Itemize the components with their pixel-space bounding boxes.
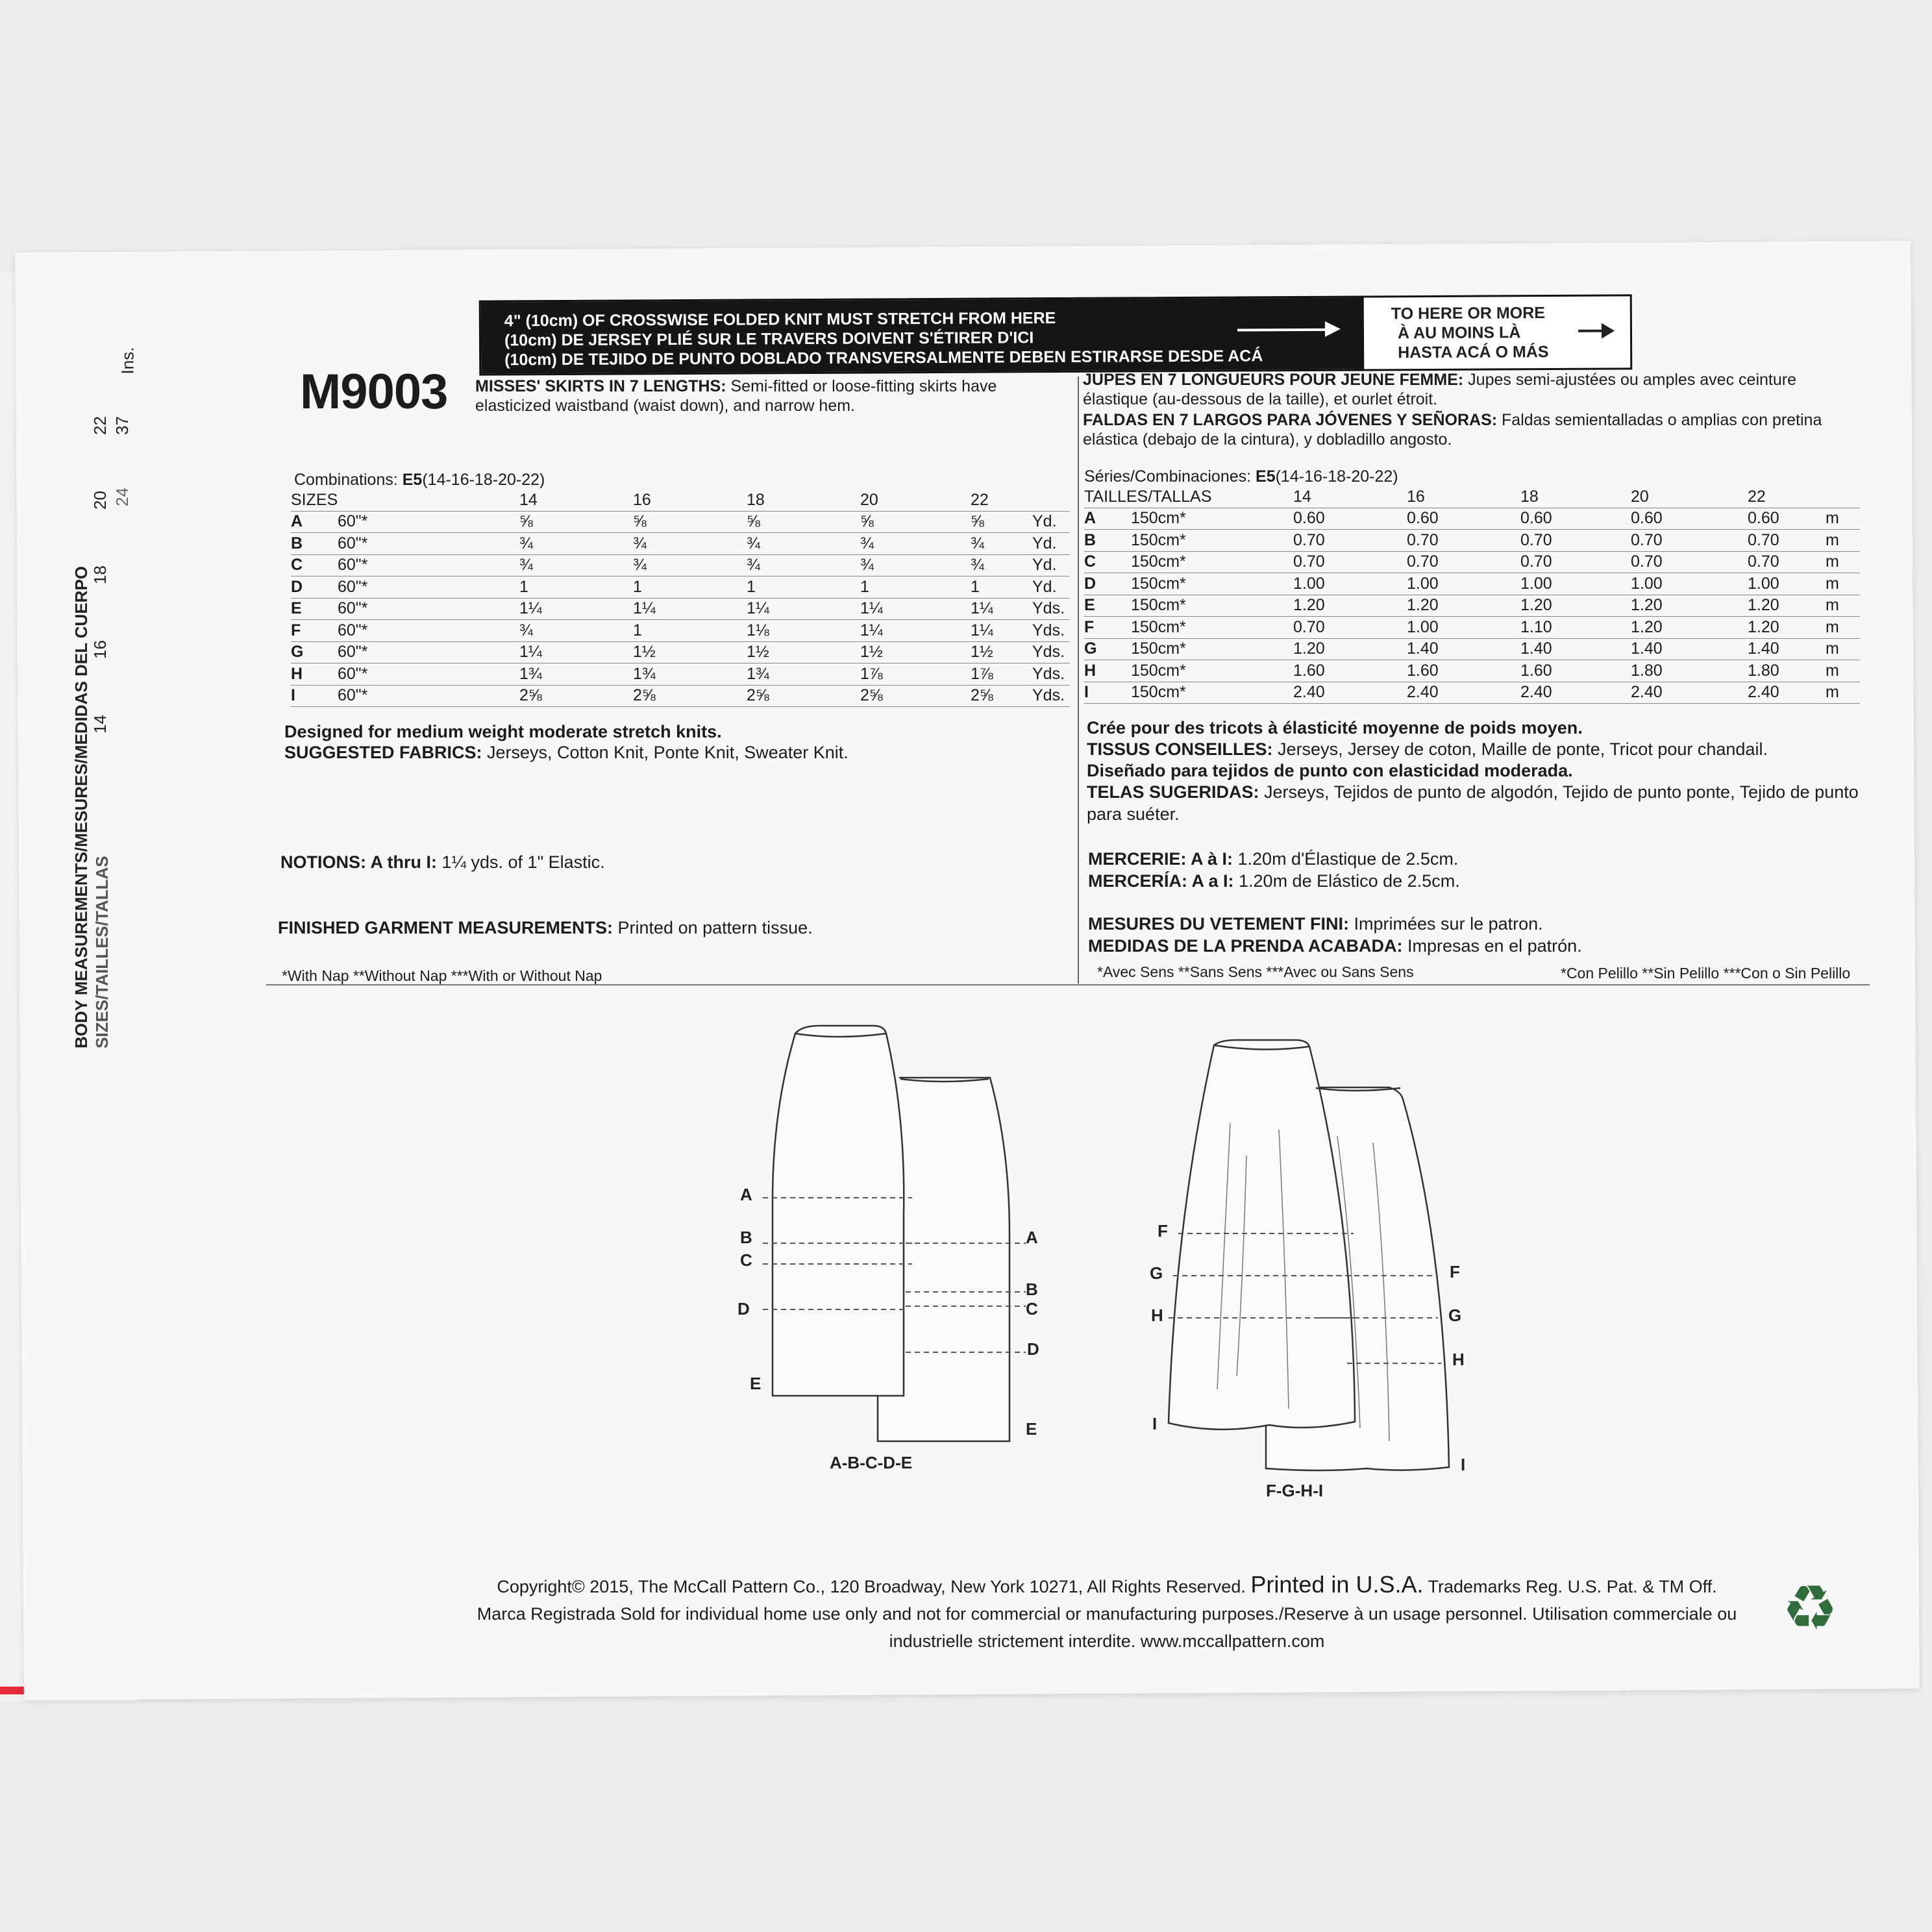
yardage-value: 0.70 xyxy=(1631,551,1748,573)
fabric-width: 150cm* xyxy=(1131,530,1293,552)
fr-nap-note: *Avec Sens **Sans Sens ***Avec ou Sans Sens xyxy=(1097,963,1414,980)
view-letter: C xyxy=(291,554,338,576)
size-col: 20 xyxy=(860,489,971,511)
french-description-text: Jupes semi-ajustées ou amples avec ceinture élastique (au-dessous de la taille), et ourlet étroit. xyxy=(1083,371,1796,408)
english-description-text: Semi-fitted or loose-fitting skirts have elasticized waistband (waist down), and narrow hem. xyxy=(475,377,997,415)
notions-label: NOTIONS: A thru I: xyxy=(280,852,437,872)
yardage-value: 1.00 xyxy=(1520,573,1631,595)
unit: m xyxy=(1826,595,1860,617)
table-row xyxy=(291,576,1070,599)
fabric-width: 150cm* xyxy=(1131,660,1293,682)
yardage-value: 1¼ xyxy=(971,598,1032,620)
size-col: 16 xyxy=(633,489,747,511)
yardage-value: ¾ xyxy=(519,554,633,576)
view-letter: H xyxy=(291,663,338,686)
yardage-value: ¾ xyxy=(971,533,1032,555)
printed-in-usa: Printed in U.S.A. xyxy=(1250,1571,1424,1598)
yardage-value: 1.00 xyxy=(1407,573,1520,595)
view-label: F xyxy=(1450,1262,1460,1282)
yardage-value: 1.40 xyxy=(1748,638,1826,660)
table-row xyxy=(291,620,1070,642)
french-bottom-rule xyxy=(1078,984,1870,985)
yardage-value: 0.60 xyxy=(1748,508,1826,530)
fr-fabrics-label: TISSUS CONSEILLES: xyxy=(1087,739,1273,759)
fabric-width: 150cm* xyxy=(1131,573,1293,595)
yardage-value: 2⅝ xyxy=(519,685,633,707)
view-letter: I xyxy=(1084,682,1131,704)
view-letter: B xyxy=(291,533,338,555)
yardage-value: ¾ xyxy=(519,620,633,642)
yardage-value: 2⅝ xyxy=(633,685,747,707)
table-row xyxy=(1084,660,1860,682)
yardage-value: 1½ xyxy=(860,641,971,663)
view-label: D xyxy=(1027,1339,1039,1359)
flap-partial-value: 37 xyxy=(112,416,132,435)
yardage-value: ⅝ xyxy=(633,511,747,533)
yardage-value: 1¼ xyxy=(519,598,633,620)
english-title: MISSES' SKIRTS IN 7 LENGTHS: xyxy=(475,377,726,395)
yardage-value: ⅝ xyxy=(971,511,1032,533)
table-row xyxy=(291,641,1070,663)
yardage-value: 0.60 xyxy=(1407,508,1520,530)
yardage-value: ¾ xyxy=(747,554,860,576)
yardage-value: 1.20 xyxy=(1293,638,1407,660)
column-divider xyxy=(1078,377,1079,984)
stretch-line-es: (10cm) DE TEJIDO DE PUNTO DOBLADO TRANSVERSALMENTE DEBEN ESTIRARSE DESDE ACÁ xyxy=(504,347,1263,369)
yardage-value: 1¾ xyxy=(519,663,633,686)
unit: Yds. xyxy=(1032,685,1070,707)
es-nap-note: *Con Pelillo **Sin Pelillo ***Con o Sin Pelillo xyxy=(1561,965,1851,982)
copyright-line-2: Marca Registrada Sold for individual home use only and not for commercial or manufacturing purposes./Reserve à un usage personnel. Utilisation commerciale ou xyxy=(477,1604,1737,1624)
table-row xyxy=(1084,638,1860,660)
view-label: G xyxy=(1150,1263,1163,1283)
yardage-value: ¾ xyxy=(860,533,971,555)
fabric-width: 150cm* xyxy=(1131,551,1293,573)
yardage-value: 1.10 xyxy=(1520,617,1631,639)
stretch-line-fr: (10cm) DE JERSEY PLIÉ SUR LE TRAVERS DOIVENT S'ÉTIRER D'ICI xyxy=(504,328,1034,350)
fr-finished xyxy=(1088,913,1543,935)
view-letter: G xyxy=(1084,638,1131,660)
es-notions xyxy=(1088,870,1460,892)
table-header-row xyxy=(291,489,1070,511)
view-label: E xyxy=(750,1374,762,1393)
view-letter: E xyxy=(1084,595,1131,617)
unit: m xyxy=(1826,530,1860,552)
spanish-title: FALDAS EN 7 LARGOS PARA JÓVENES Y SEÑORAS: xyxy=(1083,411,1498,429)
view-letter: D xyxy=(291,576,338,599)
yardage-value: 2.40 xyxy=(1407,682,1520,704)
end-arrow-icon xyxy=(1578,330,1604,332)
fabrics-label: SUGGESTED FABRICS: xyxy=(284,743,482,762)
copyright-text: Copyright© 2015, The McCall Pattern Co., 120 Broadway, New York 10271, All Rights Reserved. xyxy=(497,1577,1246,1596)
metric-yardage-table xyxy=(1084,486,1860,704)
finished-text: Printed on pattern tissue. xyxy=(613,918,813,937)
yardage-value: 1½ xyxy=(971,641,1032,663)
sizes-subtitle: SIZES/TAILLES/TALLAS xyxy=(92,856,112,1048)
combinations-label: Séries/Combinaciones: xyxy=(1084,467,1256,486)
fr-fabrics xyxy=(1087,738,1768,760)
flap-partial-value: 24 xyxy=(112,488,132,506)
suggested-fabrics xyxy=(284,741,848,763)
fr-finished-label: MESURES DU VETEMENT FINI: xyxy=(1088,914,1350,934)
yardage-value: 1¼ xyxy=(633,598,747,620)
es-finished-text: Impresas en el patrón. xyxy=(1402,936,1582,956)
finished-measurements xyxy=(278,917,813,939)
fabric-width: 60"* xyxy=(338,685,519,707)
trademarks-text: Trademarks Reg. U.S. Pat. & TM Off. xyxy=(1428,1577,1717,1596)
combinations-label: Combinations: xyxy=(294,471,402,489)
table-row xyxy=(291,663,1070,686)
yardage-value: 2.40 xyxy=(1293,682,1407,704)
yardage-value: ¾ xyxy=(860,554,971,576)
unit: Yd. xyxy=(1032,576,1070,599)
view-letter: A xyxy=(291,511,338,533)
view-letter: I xyxy=(291,685,338,707)
combination-code: E5 xyxy=(1256,467,1276,486)
view-label: G xyxy=(1448,1306,1462,1325)
unit: m xyxy=(1826,682,1860,704)
yardage-value: 1.20 xyxy=(1631,595,1748,617)
view-label: I xyxy=(1461,1455,1466,1474)
size-col: 16 xyxy=(1407,486,1520,508)
yardage-value: 0.70 xyxy=(1293,551,1407,573)
unit: Yd. xyxy=(1032,511,1070,533)
yardage-value: 1.20 xyxy=(1748,617,1826,639)
unit: Yds. xyxy=(1032,598,1070,620)
yardage-value: 1.20 xyxy=(1293,595,1407,617)
flap-size: 20 xyxy=(90,491,110,510)
combination-sizes: (14-16-18-20-22) xyxy=(422,471,545,489)
view-label: A xyxy=(1026,1228,1038,1247)
yardage-value: ⅝ xyxy=(519,511,633,533)
spanish-description-text: Faldas semientalladas o amplias con pretina elástica (debajo de la cintura), y dobladillo angosto. xyxy=(1083,411,1822,449)
es-designed: Diseñado para tejidos de punto con elasticidad moderada. xyxy=(1087,761,1573,780)
es-fabrics-label: TELAS SUGERIDAS: xyxy=(1087,782,1259,802)
size-col: 22 xyxy=(971,489,1032,511)
copyright-block xyxy=(448,1571,1766,1655)
size-col: 18 xyxy=(1520,486,1631,508)
table-row xyxy=(291,554,1070,576)
fr-notions-label: MERCERIE: A à I: xyxy=(1088,849,1233,869)
yardage-value: 0.60 xyxy=(1293,508,1407,530)
flared-skirts-illustration xyxy=(1139,1026,1477,1506)
unit: m xyxy=(1826,660,1860,682)
sizes-header: TAILLES/TALLAS xyxy=(1084,486,1293,508)
view-label: D xyxy=(737,1299,750,1319)
table-header-row xyxy=(1084,486,1860,508)
es-finished xyxy=(1088,935,1582,957)
size-col: 18 xyxy=(747,489,860,511)
yardage-value: 1.40 xyxy=(1631,638,1748,660)
yardage-value: 2.40 xyxy=(1520,682,1631,704)
yardage-value: 1¼ xyxy=(519,641,633,663)
table-row xyxy=(291,533,1070,555)
view-label: I xyxy=(1152,1414,1158,1433)
spanish-description xyxy=(1083,410,1855,449)
fabric-width: 150cm* xyxy=(1131,682,1293,704)
flap-size: 18 xyxy=(90,565,110,584)
view-label: F xyxy=(1158,1221,1168,1241)
yardage-value: ¾ xyxy=(747,533,860,555)
combination-sizes: (14-16-18-20-22) xyxy=(1275,467,1398,486)
body-measurements-title: BODY MEASUREMENTS/MESURES/MEDIDAS DEL CUERPO xyxy=(71,565,91,1048)
english-combinations xyxy=(294,471,545,489)
yardage-value: ⅝ xyxy=(860,511,971,533)
size-col: 14 xyxy=(1293,486,1407,508)
table-row xyxy=(1084,508,1860,530)
yardage-value: 1.00 xyxy=(1407,617,1520,639)
yardage-value: 1¼ xyxy=(747,598,860,620)
yardage-value: 1¼ xyxy=(971,620,1032,642)
view-label: B xyxy=(740,1228,752,1247)
yardage-value: 0.60 xyxy=(1520,508,1631,530)
yardage-value: 1½ xyxy=(633,641,747,663)
yardage-value: 0.60 xyxy=(1631,508,1748,530)
french-title: JUPES EN 7 LONGUEURS POUR JEUNE FEMME: xyxy=(1083,371,1464,389)
view-letter: E xyxy=(291,598,338,620)
fr-notions-text: 1.20m d'Élastique de 2.5cm. xyxy=(1233,849,1459,869)
view-label: C xyxy=(1026,1299,1038,1319)
size-col: 22 xyxy=(1748,486,1826,508)
yardage-value: 1⅞ xyxy=(860,663,971,686)
copyright-line-3: industrielle strictement interdite. www.mccallpattern.com xyxy=(889,1631,1325,1651)
fr-fabrics-text: Jerseys, Jersey de coton, Maille de ponte, Tricot pour chandail. xyxy=(1272,739,1768,759)
yardage-value: 2.40 xyxy=(1748,682,1826,704)
table-row xyxy=(1084,530,1860,552)
unit: Yd. xyxy=(1032,533,1070,555)
yardage-value: 0.70 xyxy=(1631,530,1748,552)
yardage-value: ¾ xyxy=(633,554,747,576)
yardage-value: 2⅝ xyxy=(860,685,971,707)
stretch-end-en: TO HERE OR MORE xyxy=(1391,304,1545,323)
french-combinations xyxy=(1084,467,1398,486)
yardage-value: 1 xyxy=(519,576,633,599)
fabric-width: 60"* xyxy=(338,554,519,576)
stretch-line-en: 4" (10cm) OF CROSSWISE FOLDED KNIT MUST STRETCH FROM HERE xyxy=(504,308,1056,330)
yardage-value: 1 xyxy=(633,576,747,599)
table-row xyxy=(1084,595,1860,617)
sizes-header: SIZES xyxy=(291,489,519,511)
english-table-body xyxy=(291,511,1070,707)
finished-label: FINISHED GARMENT MEASUREMENTS: xyxy=(278,918,613,937)
yardage-value: 1.40 xyxy=(1520,638,1631,660)
yardage-value: 1.80 xyxy=(1631,660,1748,682)
yardage-value: 1¼ xyxy=(860,598,971,620)
view-letter: H xyxy=(1084,660,1131,682)
yardage-value: 1.80 xyxy=(1748,660,1826,682)
table-row xyxy=(291,685,1070,707)
fitted-skirts-illustration xyxy=(714,1019,1078,1487)
es-finished-label: MEDIDAS DE LA PRENDA ACABADA: xyxy=(1088,936,1403,956)
stretch-gauge-end xyxy=(1364,296,1631,369)
right-caption: F-G-H-I xyxy=(1266,1481,1324,1500)
fr-designed: Crée pour des tricots à élasticité moyenne de poids moyen. xyxy=(1087,718,1583,737)
yardage-value: 0.70 xyxy=(1748,530,1826,552)
view-label: H xyxy=(1151,1306,1163,1325)
recycle-icon: ♻ xyxy=(1782,1574,1839,1643)
metric-table-body xyxy=(1084,508,1860,704)
flap-size: 16 xyxy=(90,640,110,659)
view-label: B xyxy=(1026,1280,1038,1299)
yardage-value: 2.40 xyxy=(1631,682,1748,704)
front-view-skirt xyxy=(773,1026,904,1396)
view-letter: F xyxy=(1084,617,1131,639)
yardage-value: 0.70 xyxy=(1407,530,1520,552)
fabric-width: 150cm* xyxy=(1131,638,1293,660)
unit: Yds. xyxy=(1032,641,1070,663)
fabric-width: 150cm* xyxy=(1131,595,1293,617)
yardage-value: 0.70 xyxy=(1520,551,1631,573)
designed-for: Designed for medium weight moderate stretch knits. xyxy=(284,722,722,741)
es-notions-text: 1.20m de Elástico de 2.5cm. xyxy=(1233,871,1460,891)
yardage-value: 1⅛ xyxy=(747,620,860,642)
french-description xyxy=(1083,370,1855,409)
yardage-value: 0.70 xyxy=(1293,530,1407,552)
view-letter: A xyxy=(1084,508,1131,530)
yardage-value: 1 xyxy=(860,576,971,599)
arrow-head-icon xyxy=(1325,321,1341,337)
fr-finished-text: Imprimées sur le patron. xyxy=(1349,914,1543,934)
fabric-width: 60"* xyxy=(338,576,519,599)
english-yardage-table xyxy=(291,489,1070,707)
fabric-width: 150cm* xyxy=(1131,508,1293,530)
yardage-value: 0.70 xyxy=(1520,530,1631,552)
fabric-width: 60"* xyxy=(338,641,519,663)
fabric-width: 60"* xyxy=(338,598,519,620)
unit: m xyxy=(1826,508,1860,530)
yardage-value: 1⅞ xyxy=(971,663,1032,686)
end-arrow-head-icon xyxy=(1602,323,1615,338)
notions-text: 1¼ yds. of 1" Elastic. xyxy=(436,852,605,872)
english-description xyxy=(475,377,1072,415)
table-row xyxy=(1084,573,1860,595)
yardage-value: 1.20 xyxy=(1407,595,1520,617)
table-row xyxy=(291,598,1070,620)
pattern-number: M9003 xyxy=(300,364,448,419)
yardage-value: 2⅝ xyxy=(747,685,860,707)
stretch-end-es: HASTA ACÁ O MÁS xyxy=(1398,343,1549,362)
fabric-width: 60"* xyxy=(338,511,519,533)
unit: m xyxy=(1826,551,1860,573)
view-label: H xyxy=(1452,1350,1465,1369)
yardage-value: 1.60 xyxy=(1407,660,1520,682)
unit: Yds. xyxy=(1032,663,1070,686)
yardage-value: 1 xyxy=(633,620,747,642)
view-letter: C xyxy=(1084,551,1131,573)
left-caption: A-B-C-D-E xyxy=(830,1453,913,1472)
view-letter: D xyxy=(1084,573,1131,595)
yardage-value: 1.00 xyxy=(1293,573,1407,595)
yardage-value: 1.20 xyxy=(1631,617,1748,639)
yardage-value: ¾ xyxy=(971,554,1032,576)
view-letter: G xyxy=(291,641,338,663)
yardage-value: ¾ xyxy=(633,533,747,555)
combination-code: E5 xyxy=(402,471,423,489)
es-fabrics xyxy=(1087,781,1872,825)
size-col: 20 xyxy=(1631,486,1748,508)
yardage-value: 1.20 xyxy=(1748,595,1826,617)
table-row xyxy=(1084,617,1860,639)
yardage-value: 1¾ xyxy=(747,663,860,686)
fabrics-text: Jerseys, Cotton Knit, Ponte Knit, Sweater Knit. xyxy=(482,743,848,762)
yardage-value: 1½ xyxy=(747,641,860,663)
table-row xyxy=(291,511,1070,533)
view-label: C xyxy=(740,1250,752,1270)
yardage-value: 1.60 xyxy=(1520,660,1631,682)
yardage-value: ⅝ xyxy=(747,511,860,533)
yardage-value: 1¼ xyxy=(860,620,971,642)
unit: m xyxy=(1826,638,1860,660)
yardage-value: 0.70 xyxy=(1748,551,1826,573)
fr-notions xyxy=(1088,848,1458,870)
yardage-value: 1.00 xyxy=(1631,573,1748,595)
unit: Yd. xyxy=(1032,554,1070,576)
unit: Yds. xyxy=(1032,620,1070,642)
unit: m xyxy=(1826,617,1860,639)
yardage-value: 1 xyxy=(971,576,1032,599)
unit: m xyxy=(1826,573,1860,595)
yardage-value: ¾ xyxy=(519,533,633,555)
yardage-value: 1¾ xyxy=(633,663,747,686)
fabric-width: 60"* xyxy=(338,620,519,642)
table-row xyxy=(1084,551,1860,573)
yardage-value: 1.40 xyxy=(1407,638,1520,660)
yardage-value: 1.00 xyxy=(1748,573,1826,595)
es-notions-label: MERCERÍA: A a I: xyxy=(1088,871,1234,891)
view-letter: F xyxy=(291,620,338,642)
size-col: 14 xyxy=(519,489,633,511)
yardage-value: 1 xyxy=(747,576,860,599)
flap-size: 14 xyxy=(90,715,110,734)
fabric-width: 60"* xyxy=(338,663,519,686)
stretch-gauge-start xyxy=(481,298,1365,374)
fabric-width: 60"* xyxy=(338,533,519,555)
yardage-value: 1.20 xyxy=(1520,595,1631,617)
nap-note: *With Nap **Without Nap ***With or Without Nap xyxy=(282,967,602,984)
flap-size: 22 xyxy=(90,416,110,435)
yardage-value: 0.70 xyxy=(1407,551,1520,573)
view-label: A xyxy=(740,1185,752,1204)
fabric-width: 150cm* xyxy=(1131,617,1293,639)
stretch-gauge xyxy=(479,294,1633,375)
es-fabrics-text: Jerseys, Tejidos de punto de algodón, Tejido de punto ponte, Tejido de punto para suéter. xyxy=(1087,782,1859,824)
flap-unit: Ins. xyxy=(118,347,138,375)
table-row xyxy=(1084,682,1860,704)
yardage-value: 2⅝ xyxy=(971,685,1032,707)
yardage-value: 1.60 xyxy=(1293,660,1407,682)
yardage-value: 0.70 xyxy=(1293,617,1407,639)
notions xyxy=(280,851,605,873)
view-label: E xyxy=(1026,1419,1037,1439)
stretch-end-fr: À AU MOINS LÀ xyxy=(1397,323,1521,343)
stretch-arrow-icon xyxy=(1237,328,1328,332)
view-letter: B xyxy=(1084,530,1131,552)
